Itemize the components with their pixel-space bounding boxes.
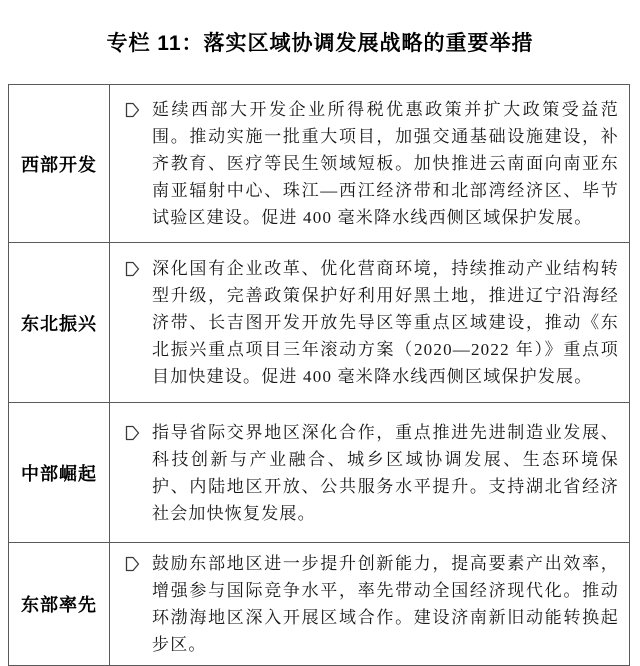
row-text: 指导省际交界地区深化合作，重点推进先进制造业发展、科技创新与产业融合、城乡区域协调发展、生态环境保护、内陆地区开放、公共服务水平提升。支持湖北省经济社会加快恢复发展。 xyxy=(152,422,619,523)
row-label-central-rise: 中部崛起 xyxy=(9,403,110,543)
measures-table xyxy=(8,84,630,666)
row-content xyxy=(110,403,630,543)
row-label-western-development: 西部开发 xyxy=(9,85,110,243)
list-item xyxy=(123,96,619,231)
arrow-bullet-icon xyxy=(125,425,140,441)
list-item xyxy=(123,419,619,527)
list-item xyxy=(123,550,619,658)
row-content xyxy=(110,543,630,666)
row-label-northeast-revitalization: 东北振兴 xyxy=(9,243,110,403)
arrow-bullet-icon xyxy=(125,261,140,277)
row-content xyxy=(110,243,630,403)
row-text: 鼓励东部地区进一步提升创新能力，提高要素产出效率，增强参与国际竞争水平，率先带动全国经济现代化。推动环渤海地区深入开展区域合作。建设济南新旧动能转换起步区。 xyxy=(152,554,619,654)
row-text: 延续西部大开发企业所得税优惠政策并扩大政策受益范围。推动实施一批重大项目，加强交通基础设施建设，补齐教育、医疗等民生领域短板。加快推进云南面向南亚东南亚辐射中心、珠江—西江经济带和北部湾经济区、毕节试验区建设。促进 400 毫米降水线西侧区域保护发展。 xyxy=(152,100,619,227)
table-row xyxy=(9,403,630,543)
table-row xyxy=(9,85,630,243)
arrow-bullet-icon xyxy=(125,556,140,572)
page-title: 专栏 11：落实区域协调发展战略的重要举措 xyxy=(106,32,534,55)
row-label-eastern-lead: 东部率先 xyxy=(9,543,110,666)
table-row xyxy=(9,243,630,403)
table-row xyxy=(9,543,630,666)
row-text: 深化国有企业改革、优化营商环境，持续推动产业结构转型升级，完善政策保护好利用好黑土地，推进辽宁沿海经济带、长吉图开发开放先导区等重点区域建设，推动《东北振兴重点项目三年滚动方案（2020—2022 年）》重点项目加快建设。促进 400 毫米降水线西侧区域保护发展。 xyxy=(152,259,619,386)
list-item xyxy=(123,255,619,390)
arrow-bullet-icon xyxy=(125,102,140,118)
row-content xyxy=(110,85,630,243)
